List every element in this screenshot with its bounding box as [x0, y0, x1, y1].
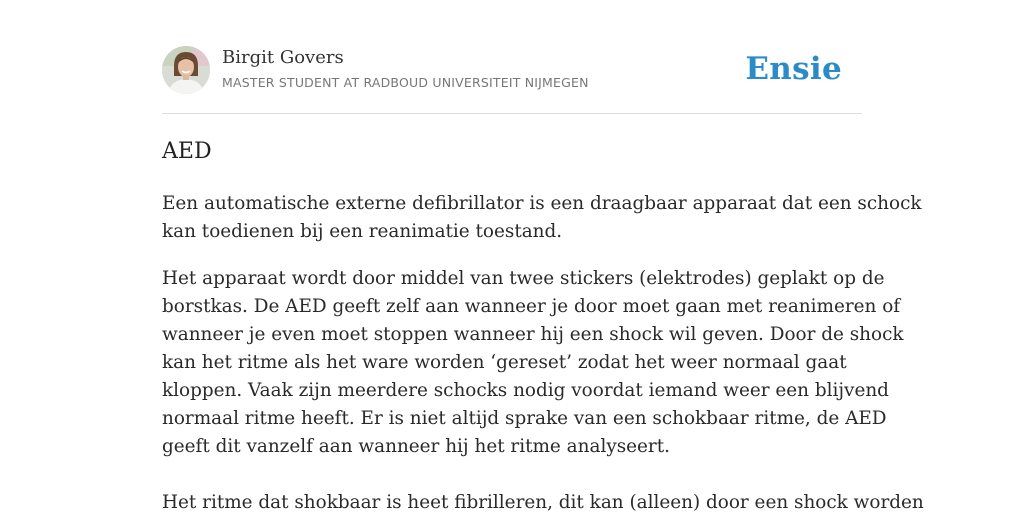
author-avatar[interactable] — [162, 46, 210, 94]
text-line: wanneer je even moet stoppen wanneer hij een shock wil geven. Door de shock — [162, 324, 904, 345]
article-title: AED — [162, 139, 212, 164]
ensie-logo[interactable]: Ensie — [745, 51, 842, 87]
header-divider — [162, 113, 862, 114]
text-line: Een automatische externe defibrillator is een draagbaar apparaat dat een schock — [162, 193, 922, 214]
author-header — [162, 46, 862, 96]
person-photo-icon — [162, 46, 210, 94]
text-line: geeft dit vanzelf aan wanneer hij het ritme analyseert. — [162, 436, 670, 457]
text-line: kan toedienen bij een reanimatie toestand. — [162, 221, 563, 242]
author-role: MASTER STUDENT AT RADBOUD UNIVERSITEIT NIJMEGEN — [222, 75, 589, 90]
text-line: borstkas. De AED geeft zelf aan wanneer je door moet gaan met reanimeren of — [162, 296, 901, 317]
text-line: normaal ritme heeft. Er is niet altijd sprake van een schokbaar ritme, de AED — [162, 408, 887, 429]
text-line: Het ritme dat shokbaar is heet fibrilleren, dit kan (alleen) door een shock worden — [162, 492, 924, 512]
text-line: kloppen. Vaak zijn meerdere schocks nodig voordat iemand weer een blijvend — [162, 380, 889, 401]
paragraph-usage — [162, 265, 924, 512]
line-break — [162, 461, 864, 489]
text-line: Het apparaat wordt door middel van twee stickers (elektrodes) geplakt op de — [162, 268, 885, 289]
article-body — [162, 190, 924, 512]
paragraph-intro — [162, 190, 922, 246]
author-name[interactable]: Birgit Govers — [222, 47, 344, 68]
text-line: kan het ritme als het ware worden ‘gereset’ zodat het weer normaal gaat — [162, 352, 847, 373]
